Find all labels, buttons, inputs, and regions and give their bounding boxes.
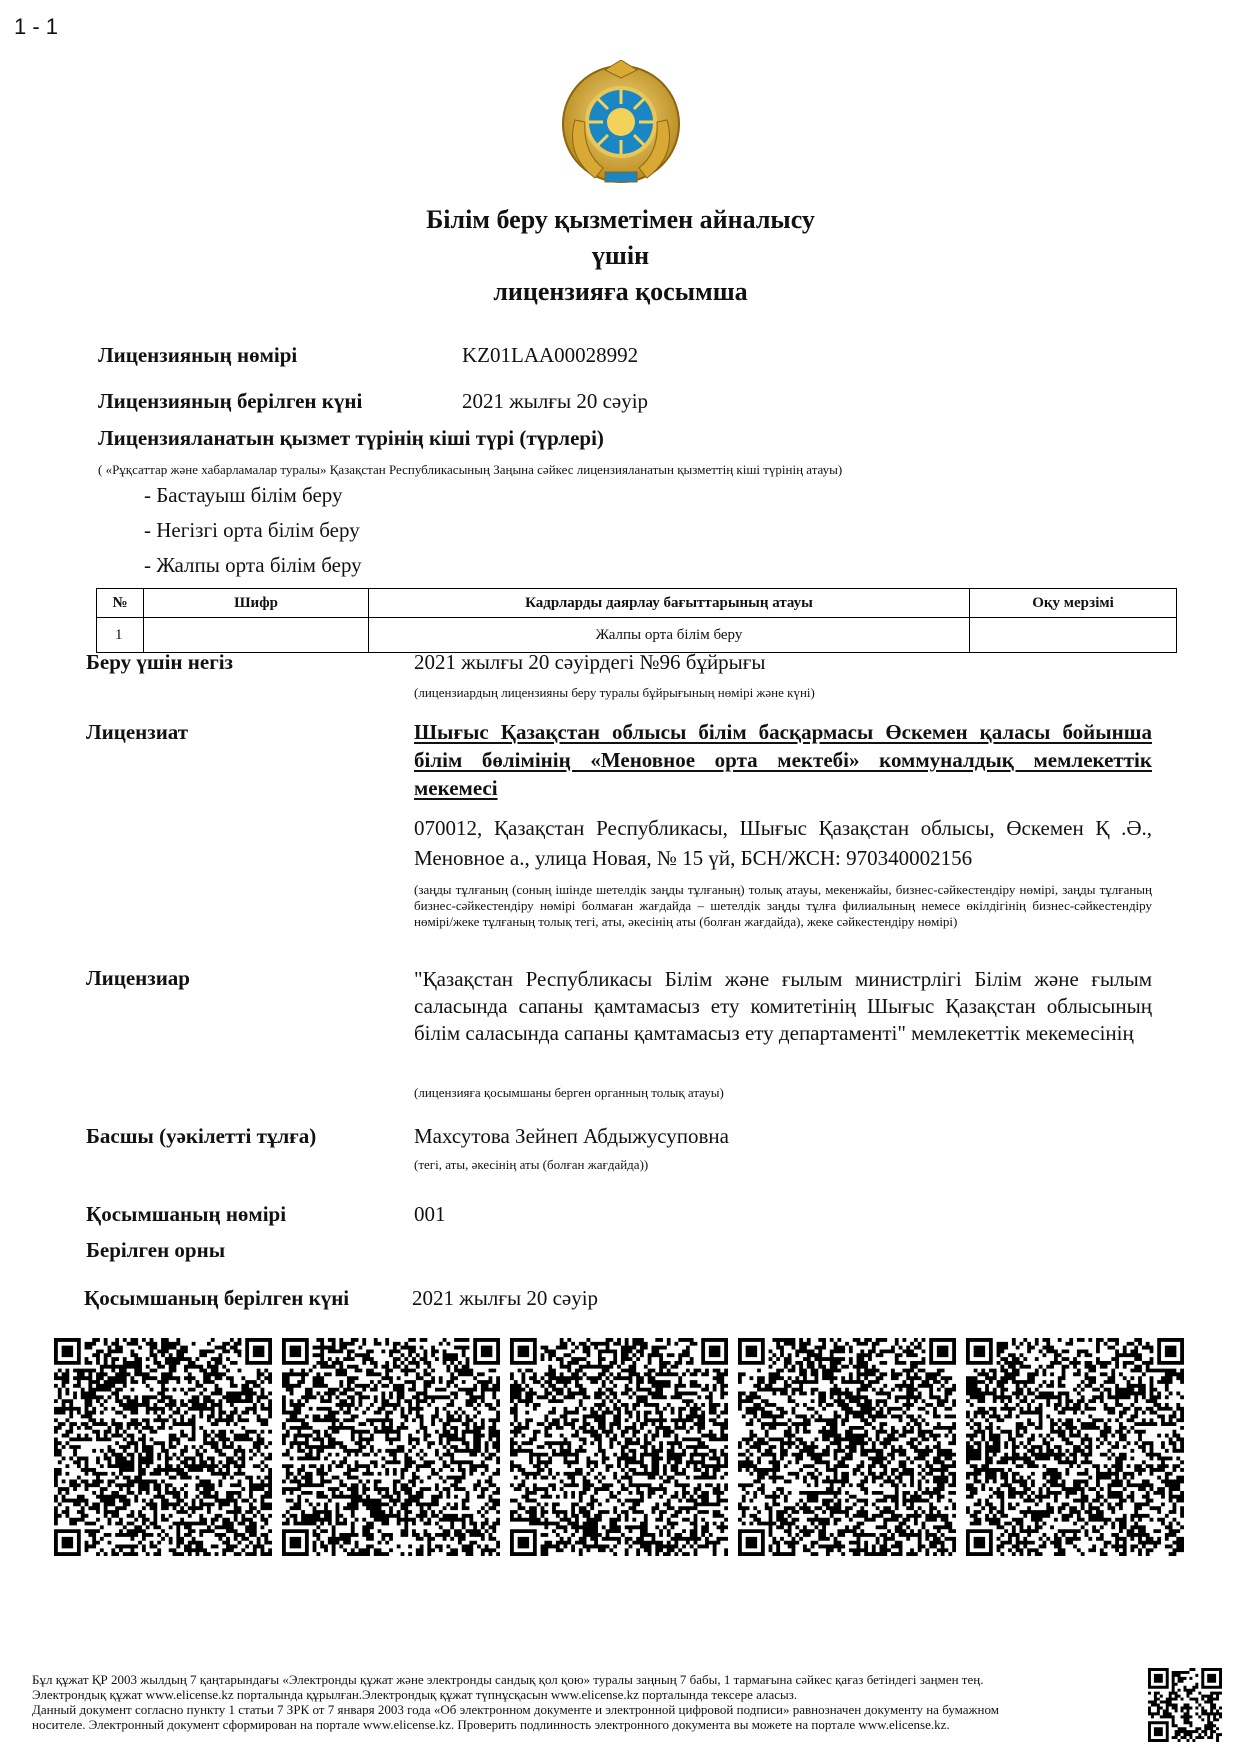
basis-label: Беру үшін негіз — [86, 650, 233, 674]
footer-line: Электрондық құжат www.elicense.kz порталында құрылған.Электрондық құжат түпнұсқасын www.elicense.kz порталында тексере аласыз. — [32, 1687, 798, 1702]
licensor-note: (лицензияға қосымшаны берген органның толық атауы) — [414, 1085, 724, 1100]
subtype-item: - Негізгі орта білім беру — [144, 518, 360, 542]
licensee-address: 070012, Қазақстан Республикасы, Шығыс Қазақстан облысы, Өскемен Қ .Ә., Меновное а., улица Новая, № 15 үй, БСН/ЖСН: 970340002156 — [414, 816, 1152, 870]
table-header: № — [97, 589, 144, 618]
appendix-number-label: Қосымшаның нөмірі — [86, 1202, 287, 1226]
licensee-label: Лицензиат — [86, 720, 189, 744]
training-directions-table — [96, 588, 1177, 653]
basis-value: 2021 жылғы 20 сәуірдегі №96 бұйрығы — [414, 650, 766, 674]
place-label: Берілген орны — [86, 1238, 226, 1262]
license-number-label: Лицензияның нөмірі — [98, 343, 298, 367]
table-cell — [144, 618, 369, 653]
footer-legal-note — [32, 1672, 1132, 1732]
subtypes-label: Лицензияланатын қызмет түрінің кіші түрі (түрлері) — [98, 426, 604, 450]
subtypes-note: ( «Рұқсаттар және хабарламалар туралы» Қазақстан Республикасының Заңына сәйкес лицензияланатын қызметтің кіші түрінің атауы) — [98, 462, 843, 477]
footer-line: Данный документ согласно пункту 1 статьи 7 ЗРК от 7 января 2003 года «Об электронном документе и электронной цифровой подписи» равнозначен документу на бумажном — [32, 1702, 999, 1717]
table-header-row — [97, 589, 1177, 618]
head-value: Махсутова Зейнеп Абдыжусуповна — [414, 1124, 729, 1148]
license-number-value: KZ01LAA00028992 — [462, 343, 639, 367]
table-cell: 1 — [97, 618, 144, 653]
table-cell — [970, 618, 1177, 653]
footer-line: Бұл құжат ҚР 2003 жылдың 7 қаңтарындағы «Электронды құжат және электронды сандық қол қою» туралы заңның 7 бабы, 1 тармағына сәйкес қағаз бетіндегі заңмен тең. — [32, 1672, 984, 1687]
qr-code-icon — [966, 1338, 1184, 1556]
appendix-date-label: Қосымшаның берілген күні — [84, 1286, 350, 1310]
qr-code-icon — [54, 1338, 272, 1556]
licensor-label: Лицензиар — [86, 966, 190, 990]
head-label: Басшы (уәкілетті тұлға) — [86, 1124, 317, 1148]
head-note: (тегі, аты, әкесінің аты (болған жағдайда)) — [414, 1157, 649, 1172]
table-header: Оқу мерзімі — [970, 589, 1177, 618]
qr-code-icon — [282, 1338, 500, 1556]
footer-line: носителе. Электронный документ сформирован на портале www.elicense.kz. Проверить подлинность электронного документа вы можете на портале www.elicense.kz. — [32, 1717, 950, 1732]
subtype-item: - Жалпы орта білім беру — [144, 553, 362, 577]
page-number: 1 - 1 — [14, 14, 59, 39]
appendix-number-value: 001 — [414, 1202, 446, 1226]
state-emblem-icon — [555, 60, 687, 192]
basis-note: (лицензиардың лицензияны беру туралы бұйрығының нөмірі және күні) — [414, 685, 815, 700]
licensor-value: "Қазақстан Республикасы Білім және ғылым министрлігі Білім және ғылым саласында сапаны қамтамасыз ету комитетінің Шығыс Қазақстан облысының білім саласында сапаны қамтамасыз ету департаменті" мемлекеттік мекемесінің — [414, 967, 1152, 1045]
qr-code-icon — [510, 1338, 728, 1556]
table-header: Кадрларды даярлау бағыттарының атауы — [369, 589, 970, 618]
table-row — [97, 618, 1177, 653]
licensee-note: (заңды тұлғаның (соның ішінде шетелдік заңды тұлғаның) толық атауы, мекенжайы, бизнес-сәйкестендіру нөмірі, заңды тұлғаның бизнес-сәйкестендіру нөмірі болмаған жағдайда – шетелдік заңды тұлға филиалының немесе өкілдігінің бизнес-сәйкестендіру нөмірі/жеке тұлғаның толық тегі, аты, әкесінің аты (болған жағдайда), жеке сәйкестендіру нөмірі) — [414, 882, 1152, 929]
license-date-label: Лицензияның берілген күні — [98, 389, 363, 413]
qr-code-icon — [1148, 1668, 1222, 1742]
licensee-name: Шығыс Қазақстан облысы білім басқармасы Өскемен қаласы бойынша білім бөлімінің «Меновное орта мектебі» коммуналдық мемлекеттік мекемесі — [414, 720, 1152, 800]
title-line-2: үшін — [591, 241, 650, 270]
table-cell: Жалпы орта білім беру — [369, 618, 970, 653]
appendix-date-value: 2021 жылғы 20 сәуір — [412, 1286, 599, 1310]
license-date-value: 2021 жылғы 20 сәуір — [462, 389, 649, 413]
qr-code-icon — [738, 1338, 956, 1556]
title-line-1: Білім беру қызметімен айналысу — [426, 205, 815, 234]
document-title — [0, 202, 1241, 310]
table-header: Шифр — [144, 589, 369, 618]
subtype-item: - Бастауыш білім беру — [144, 483, 343, 507]
title-line-3: лицензияға қосымша — [493, 277, 748, 306]
